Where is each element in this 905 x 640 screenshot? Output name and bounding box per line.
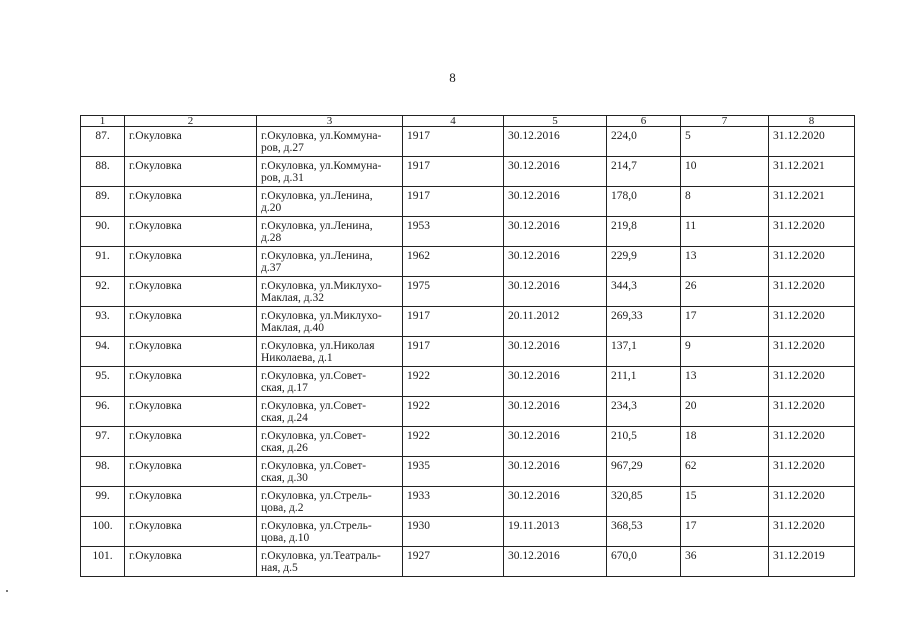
address-line-2: ров, д.27 (261, 142, 304, 154)
address-line-1: г.Окуловка, ул.Совет- (261, 430, 367, 442)
area-cell: 178,0 (607, 187, 681, 217)
count-cell: 18 (681, 427, 769, 457)
address-cell (257, 367, 403, 397)
address-line-1: г.Окуловка, ул.Коммуна- (261, 160, 382, 172)
column-header: 5 (504, 116, 607, 127)
address-cell (257, 547, 403, 577)
year-cell: 1917 (403, 307, 504, 337)
address-cell (257, 487, 403, 517)
date-cell: 30.12.2016 (504, 247, 607, 277)
address-cell (257, 127, 403, 157)
locality-cell: г.Окуловка (125, 487, 257, 517)
address-line-2: ров, д.31 (261, 172, 304, 184)
count-cell: 17 (681, 307, 769, 337)
address-line-2: цова, д.10 (261, 532, 310, 544)
area-cell: 211,1 (607, 367, 681, 397)
area-cell: 967,29 (607, 457, 681, 487)
area-cell: 269,33 (607, 307, 681, 337)
address-line-1: г.Окуловка, ул.Миклухо- (261, 310, 382, 322)
deadline-cell: 31.12.2020 (769, 127, 855, 157)
table-row (81, 127, 855, 157)
address-cell (257, 397, 403, 427)
address-line-1: г.Окуловка, ул.Ленина, (261, 220, 373, 232)
locality-cell: г.Окуловка (125, 337, 257, 367)
table-row (81, 217, 855, 247)
table-row (81, 427, 855, 457)
count-cell: 17 (681, 517, 769, 547)
row-number-cell: 90. (81, 217, 125, 247)
count-cell: 26 (681, 277, 769, 307)
count-cell: 13 (681, 367, 769, 397)
count-cell: 36 (681, 547, 769, 577)
address-line-1: г.Окуловка, ул.Стрель- (261, 520, 372, 532)
year-cell: 1922 (403, 397, 504, 427)
year-cell: 1917 (403, 187, 504, 217)
deadline-cell: 31.12.2020 (769, 367, 855, 397)
address-cell (257, 187, 403, 217)
year-cell: 1917 (403, 127, 504, 157)
address-line-2: Маклая, д.32 (261, 292, 325, 304)
table-row (81, 307, 855, 337)
table-row (81, 337, 855, 367)
locality-cell: г.Окуловка (125, 217, 257, 247)
count-cell: 62 (681, 457, 769, 487)
date-cell: 30.12.2016 (504, 127, 607, 157)
count-cell: 8 (681, 187, 769, 217)
address-line-2: ская, д.30 (261, 472, 308, 484)
date-cell: 19.11.2013 (504, 517, 607, 547)
address-line-1: г.Окуловка, ул.Совет- (261, 370, 367, 382)
locality-cell: г.Окуловка (125, 367, 257, 397)
address-line-2: ная, д.5 (261, 562, 298, 574)
locality-cell: г.Окуловка (125, 307, 257, 337)
table-row (81, 487, 855, 517)
deadline-cell: 31.12.2021 (769, 157, 855, 187)
date-cell: 30.12.2016 (504, 487, 607, 517)
locality-cell: г.Окуловка (125, 397, 257, 427)
address-line-2: цова, д.2 (261, 502, 304, 514)
table-row (81, 247, 855, 277)
locality-cell: г.Окуловка (125, 517, 257, 547)
address-cell (257, 217, 403, 247)
table-row (81, 187, 855, 217)
year-cell: 1953 (403, 217, 504, 247)
column-header: 3 (257, 116, 403, 127)
row-number-cell: 99. (81, 487, 125, 517)
address-line-2: ская, д.24 (261, 412, 308, 424)
year-cell: 1975 (403, 277, 504, 307)
address-cell (257, 427, 403, 457)
address-line-1: г.Окуловка, ул.Ленина, (261, 250, 373, 262)
scan-speck (6, 590, 8, 592)
date-cell: 30.12.2016 (504, 547, 607, 577)
table-row (81, 367, 855, 397)
column-header: 4 (403, 116, 504, 127)
count-cell: 5 (681, 127, 769, 157)
area-cell: 670,0 (607, 547, 681, 577)
row-number-cell: 92. (81, 277, 125, 307)
deadline-cell: 31.12.2020 (769, 307, 855, 337)
area-cell: 219,8 (607, 217, 681, 247)
area-cell: 210,5 (607, 427, 681, 457)
locality-cell: г.Окуловка (125, 127, 257, 157)
count-cell: 20 (681, 397, 769, 427)
date-cell: 30.12.2016 (504, 367, 607, 397)
address-line-1: г.Окуловка, ул.Коммуна- (261, 130, 382, 142)
count-cell: 10 (681, 157, 769, 187)
table-row (81, 157, 855, 187)
column-header: 2 (125, 116, 257, 127)
date-cell: 30.12.2016 (504, 427, 607, 457)
address-line-1: г.Окуловка, ул.Николая (261, 340, 375, 352)
table-row (81, 547, 855, 577)
address-line-2: Николаева, д.1 (261, 352, 333, 364)
header-row (81, 116, 855, 127)
row-number-cell: 98. (81, 457, 125, 487)
address-line-1: г.Окуловка, ул.Совет- (261, 400, 367, 412)
year-cell: 1935 (403, 457, 504, 487)
housing-registry-table (80, 115, 855, 577)
deadline-cell: 31.12.2020 (769, 217, 855, 247)
row-number-cell: 96. (81, 397, 125, 427)
table-row (81, 517, 855, 547)
address-cell (257, 247, 403, 277)
count-cell: 15 (681, 487, 769, 517)
deadline-cell: 31.12.2020 (769, 247, 855, 277)
date-cell: 30.12.2016 (504, 457, 607, 487)
table-row (81, 457, 855, 487)
area-cell: 368,53 (607, 517, 681, 547)
address-line-1: г.Окуловка, ул.Ленина, (261, 190, 373, 202)
deadline-cell: 31.12.2020 (769, 397, 855, 427)
date-cell: 30.12.2016 (504, 277, 607, 307)
area-cell: 320,85 (607, 487, 681, 517)
address-line-2: Маклая, д.40 (261, 322, 325, 334)
address-cell (257, 457, 403, 487)
address-cell (257, 337, 403, 367)
deadline-cell: 31.12.2020 (769, 277, 855, 307)
row-number-cell: 94. (81, 337, 125, 367)
year-cell: 1933 (403, 487, 504, 517)
address-cell (257, 307, 403, 337)
address-line-1: г.Окуловка, ул.Миклухо- (261, 280, 382, 292)
column-header: 1 (81, 116, 125, 127)
locality-cell: г.Окуловка (125, 427, 257, 457)
address-line-1: г.Окуловка, ул.Совет- (261, 460, 367, 472)
address-line-2: д.28 (261, 232, 282, 244)
locality-cell: г.Окуловка (125, 547, 257, 577)
area-cell: 214,7 (607, 157, 681, 187)
area-cell: 224,0 (607, 127, 681, 157)
address-cell (257, 517, 403, 547)
deadline-cell: 31.12.2019 (769, 547, 855, 577)
deadline-cell: 31.12.2020 (769, 487, 855, 517)
count-cell: 9 (681, 337, 769, 367)
deadline-cell: 31.12.2020 (769, 457, 855, 487)
row-number-cell: 95. (81, 367, 125, 397)
row-number-cell: 89. (81, 187, 125, 217)
address-line-1: г.Окуловка, ул.Театраль- (261, 550, 381, 562)
date-cell: 30.12.2016 (504, 337, 607, 367)
page-number: 8 (449, 70, 456, 85)
year-cell: 1922 (403, 367, 504, 397)
address-line-1: г.Окуловка, ул.Стрель- (261, 490, 372, 502)
row-number-cell: 88. (81, 157, 125, 187)
address-line-2: ская, д.17 (261, 382, 308, 394)
year-cell: 1930 (403, 517, 504, 547)
count-cell: 11 (681, 217, 769, 247)
row-number-cell: 87. (81, 127, 125, 157)
address-cell (257, 157, 403, 187)
year-cell: 1927 (403, 547, 504, 577)
locality-cell: г.Окуловка (125, 247, 257, 277)
row-number-cell: 100. (81, 517, 125, 547)
address-line-2: ская, д.26 (261, 442, 308, 454)
column-header: 6 (607, 116, 681, 127)
year-cell: 1917 (403, 337, 504, 367)
date-cell: 20.11.2012 (504, 307, 607, 337)
deadline-cell: 31.12.2020 (769, 517, 855, 547)
row-number-cell: 93. (81, 307, 125, 337)
year-cell: 1917 (403, 157, 504, 187)
locality-cell: г.Окуловка (125, 457, 257, 487)
row-number-cell: 101. (81, 547, 125, 577)
deadline-cell: 31.12.2020 (769, 427, 855, 457)
address-line-2: д.37 (261, 262, 282, 274)
year-cell: 1962 (403, 247, 504, 277)
year-cell: 1922 (403, 427, 504, 457)
row-number-cell: 97. (81, 427, 125, 457)
row-number-cell: 91. (81, 247, 125, 277)
table-row (81, 397, 855, 427)
area-cell: 229,9 (607, 247, 681, 277)
column-header: 7 (681, 116, 769, 127)
date-cell: 30.12.2016 (504, 157, 607, 187)
area-cell: 344,3 (607, 277, 681, 307)
address-line-2: д.20 (261, 202, 282, 214)
locality-cell: г.Окуловка (125, 187, 257, 217)
deadline-cell: 31.12.2021 (769, 187, 855, 217)
area-cell: 234,3 (607, 397, 681, 427)
table-body (81, 127, 855, 577)
date-cell: 30.12.2016 (504, 187, 607, 217)
column-header: 8 (769, 116, 855, 127)
address-cell (257, 277, 403, 307)
count-cell: 13 (681, 247, 769, 277)
area-cell: 137,1 (607, 337, 681, 367)
locality-cell: г.Окуловка (125, 277, 257, 307)
date-cell: 30.12.2016 (504, 217, 607, 247)
locality-cell: г.Окуловка (125, 157, 257, 187)
table-row (81, 277, 855, 307)
date-cell: 30.12.2016 (504, 397, 607, 427)
deadline-cell: 31.12.2020 (769, 337, 855, 367)
